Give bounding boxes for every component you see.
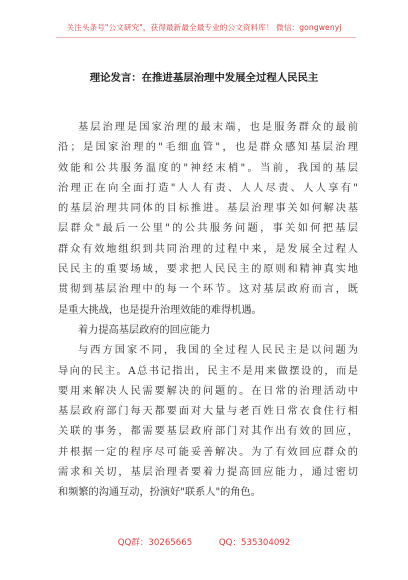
banner-divider — [56, 37, 356, 38]
body-line: 是重大挑战，也是提升治理效能的难得机遇。 — [58, 304, 262, 316]
body-line: 治理正在向全面打造"人人有责、人人尽责、人人享有" — [58, 182, 358, 194]
body-line: 层群众"最后一公里"的公共服务问题，事关如何把基层 — [58, 223, 358, 235]
promo-banner: 关注头条号"公文研究"，获得最新最全最专业的公文资料库！ 微信：gongwenyj — [66, 23, 342, 32]
section-heading: 着力提高基层政府的回应能力 — [78, 324, 211, 336]
body-line: 基层治理是国家治理的最末端，也是服务群众的最前 — [78, 122, 358, 133]
body-line: 沿；是国家治理的"毛细血管"，也是群众感知基层治理 — [58, 142, 358, 154]
body-line: 和频繁的沟通互动，扮演好"联系人"的角色。 — [58, 487, 261, 499]
body-line: 效能和公共服务温度的"神经末梢"。当前，我国的基层 — [58, 162, 358, 174]
contact-footer — [0, 536, 408, 548]
body-line: 贯彻到基层治理中的每一个环节。这对基层政府而言，既 — [58, 284, 358, 296]
body-line: 与西方国家不同，我国的全过程人民民主是以问题为 — [78, 345, 358, 357]
body-line: 导向的民主。A总书记指出，民主不是用来做摆设的，而是 — [58, 365, 358, 377]
body-line: 民民主的重要场域，要求把人民民主的原则和精神真实地 — [58, 264, 358, 276]
body-line: 要用来解决人民需要解决的问题的。在日常的治理活动中 — [58, 385, 358, 397]
qq-group-text: QQ群：30265665 — [117, 538, 193, 548]
body-line: 的基层治理共同体的目标推进。基层治理事关如何解决基 — [58, 203, 358, 215]
body-line: 关联的事务，都需要基层政府部门对其作出有效的回应， — [58, 426, 358, 438]
body-line: 基层政府部门每天都要面对大量与老百姓日常衣食住行相 — [58, 406, 358, 418]
document-title: 理论发言：在推进基层治理中发展全过程人民民主 — [89, 72, 319, 84]
qq-contact-text: QQ：535304092 — [218, 538, 291, 548]
body-line: 群众有效地组织到共同治理的过程中来，是发展全过程人 — [58, 243, 358, 255]
body-line: 并根据一定的程序尽可能妥善解决。为了有效回应群众的 — [58, 446, 358, 458]
body-line: 需求和关切，基层治理者要着力提高回应能力，通过密切 — [58, 467, 358, 479]
document-body — [58, 118, 358, 504]
